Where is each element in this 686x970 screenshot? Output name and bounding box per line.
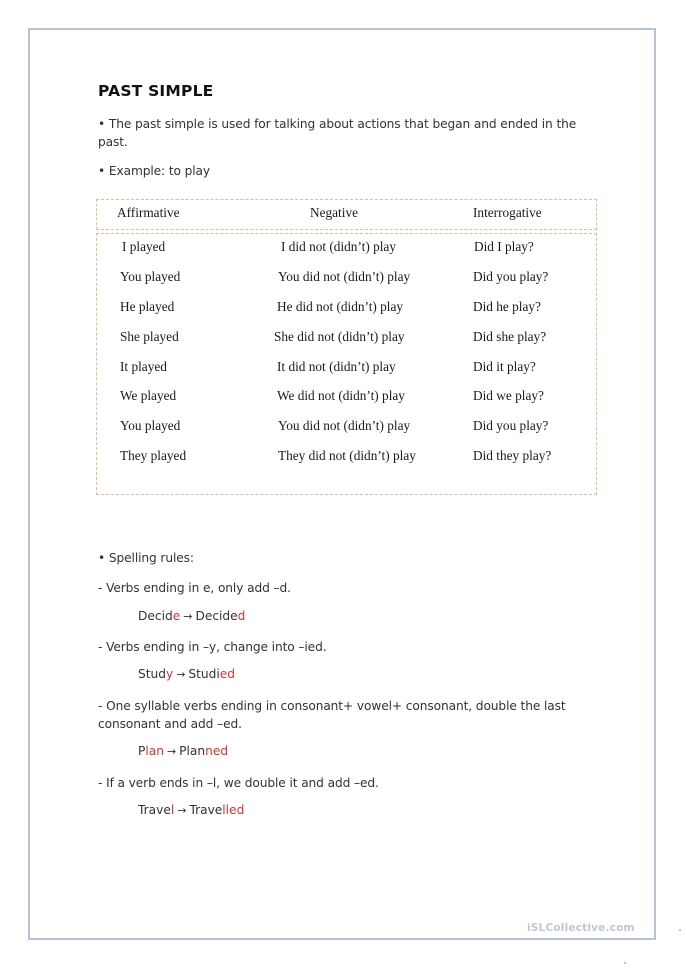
example-base-plain: Trave	[138, 803, 171, 817]
table-cell-affirmative: You played	[120, 418, 181, 433]
table-cell-interrogative: Did you play?	[473, 418, 549, 433]
example-base-highlight: y	[165, 667, 174, 681]
example-past-plain: Trave	[189, 803, 223, 817]
table-cell-affirmative: It played	[120, 359, 167, 374]
arrow-right-icon: →	[183, 610, 193, 623]
table-cell-interrogative: Did she play?	[473, 329, 547, 344]
page-title: PAST SIMPLE	[98, 82, 214, 100]
table-cell-negative: You did not (didn’t) play	[278, 418, 411, 433]
table-cell-negative: They did not (didn’t) play	[278, 448, 416, 463]
example-base-plain: Stud	[138, 667, 166, 681]
conjugation-table	[96, 199, 597, 495]
intro-paragraph: • The past simple is used for talking about actions that began and ended in the past.	[98, 117, 577, 149]
stray-dot	[679, 929, 681, 931]
example-base-plain: P	[138, 744, 146, 758]
table-cell-negative: He did not (didn’t) play	[277, 299, 404, 314]
arrow-right-icon: →	[176, 668, 186, 681]
table-cell-affirmative: He played	[120, 299, 175, 314]
example-past-highlight: ed	[219, 667, 236, 681]
table-cell-affirmative: They played	[120, 448, 187, 463]
spelling-rule-text: - One syllable verbs ending in consonant+ vowel+ consonant, double the last consonant and add –ed.	[98, 699, 566, 731]
table-cell-interrogative: Did it play?	[473, 359, 536, 374]
table-cell-interrogative: Did they play?	[473, 448, 552, 463]
example-past-plain: Decide	[195, 609, 238, 623]
column-header-interrogative: Interrogative	[473, 205, 542, 220]
spelling-rule-text: - Verbs ending in –y, change into –ied.	[98, 640, 327, 654]
spelling-rule-example	[138, 803, 244, 817]
example-past-plain: Plan	[179, 744, 206, 758]
table-cell-negative: We did not (didn’t) play	[277, 388, 405, 403]
table-cell-interrogative: Did we play?	[473, 388, 544, 403]
spelling-rule-text: - Verbs ending in e, only add –d.	[98, 581, 291, 595]
spelling-rules-heading: • Spelling rules:	[98, 551, 194, 565]
example-base-highlight: lan	[145, 744, 164, 758]
watermark: iSLCollective.com	[527, 922, 635, 934]
example-past-highlight: ned	[205, 744, 229, 758]
arrow-right-icon: →	[177, 804, 187, 817]
example-line: • Example: to play	[98, 164, 211, 178]
table-cell-affirmative: I played	[122, 239, 166, 254]
spelling-rule-text: - If a verb ends in –l, we double it and add –ed.	[98, 776, 379, 790]
column-header-affirmative: Affirmative	[117, 205, 180, 220]
table-cell-interrogative: Did I play?	[474, 239, 534, 254]
table-cell-negative: She did not (didn’t) play	[274, 329, 405, 344]
table-cell-interrogative: Did you play?	[473, 269, 549, 284]
table-cell-affirmative: We played	[120, 388, 177, 403]
table-cell-negative: It did not (didn’t) play	[277, 359, 396, 374]
table-cell-interrogative: Did he play?	[473, 299, 541, 314]
table-cell-negative: I did not (didn’t) play	[281, 239, 396, 254]
column-header-negative: Negative	[310, 205, 358, 220]
arrow-right-icon: →	[166, 745, 177, 758]
stray-dot	[624, 962, 626, 964]
example-past-highlight: d	[237, 609, 246, 623]
example-base-plain: Decid	[138, 609, 173, 623]
spelling-rule-example	[138, 667, 235, 681]
example-past-highlight: lled	[222, 803, 245, 817]
table-cell-affirmative: She played	[120, 329, 179, 344]
spelling-rule-example	[138, 609, 245, 623]
spelling-rule-example	[138, 744, 228, 758]
example-base-highlight: l	[170, 803, 175, 817]
example-past-plain: Studi	[188, 667, 220, 681]
table-cell-negative: You did not (didn’t) play	[278, 269, 411, 284]
table-header-divider	[96, 229, 597, 230]
table-cell-affirmative: You played	[120, 269, 181, 284]
example-base-highlight: e	[172, 609, 181, 623]
